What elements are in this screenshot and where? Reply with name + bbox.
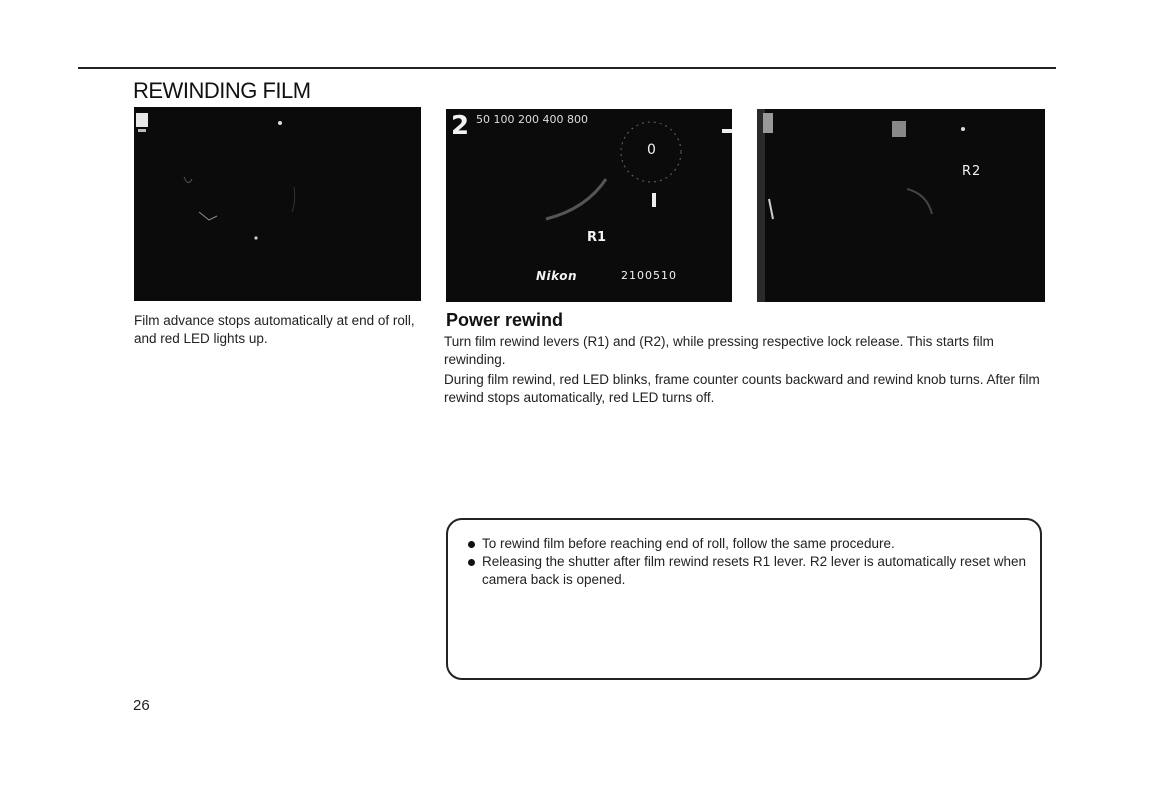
power-rewind-paragraph-2: During film rewind, red LED blinks, frame counter counts backward and rewind knob turns. After film rewind stops automatically, red LED turns off. [444,372,1040,405]
dial-label: 0 [647,142,656,158]
lever-r2-label: R2 [962,164,982,179]
brand-logo: Nikon [536,269,577,283]
bullet-icon [468,559,475,566]
note-item [468,553,1028,589]
power-rewind-paragraph-1: Turn film rewind levers (R1) and (R2), while pressing respective lock release. This starts film rewinding. [444,334,994,367]
svg-text:50 100 200 400 800: 50 100 200 400 800 [476,113,588,126]
note-text: To rewind film before reaching end of roll, follow the same procedure. [482,536,895,551]
note-item [468,535,1028,553]
camera-photo-r2-lever [757,109,1045,302]
top-rule [78,67,1056,69]
notes-list [468,535,1028,589]
camera-photo-r1-lever [446,109,732,302]
camera-side-illustration [757,109,1045,302]
bullet-icon [468,541,475,548]
camera-top-illustration [134,107,421,301]
serial-number: 2100510 [621,269,677,282]
step-number: 2 [451,111,470,141]
notes-box [446,518,1042,680]
camera-dial-illustration [446,109,732,302]
camera-photo-led [134,107,421,301]
power-rewind-heading: Power rewind [446,310,564,330]
page-number: 26 [133,697,150,714]
section-title: REWINDING FILM [133,78,311,103]
photo-caption: Film advance stops automatically at end of roll, and red LED lights up. [134,313,415,346]
lever-r1-label: R1 [587,230,607,245]
note-text: Releasing the shutter after film rewind resets R1 lever. R2 lever is automatically reset when camera back is opened. [482,554,1026,587]
